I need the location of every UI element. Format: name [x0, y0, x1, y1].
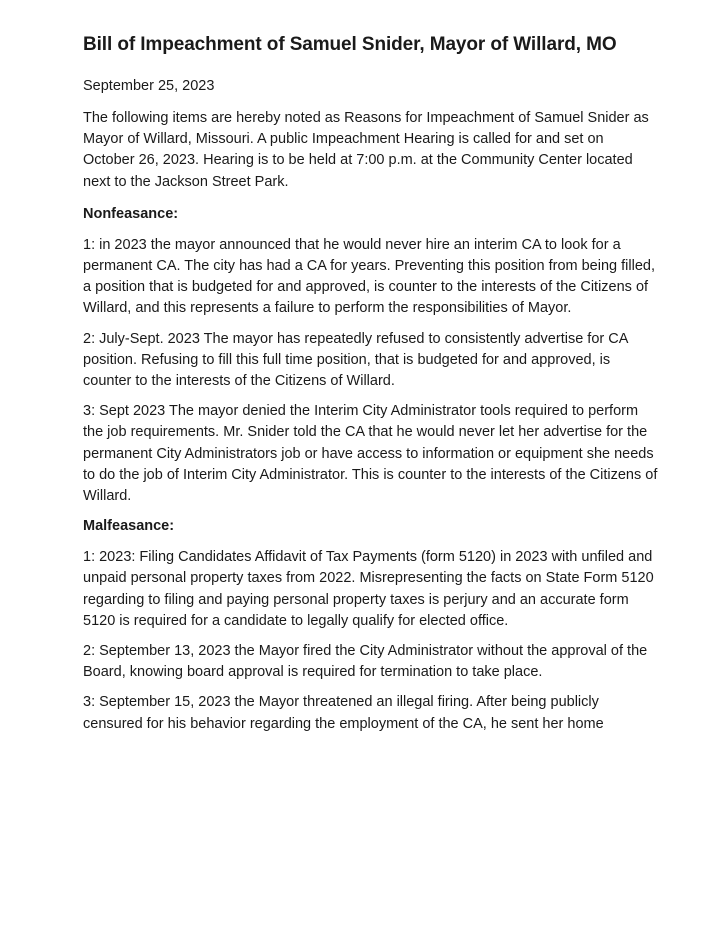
malfeasance-item-3: 3: September 15, 2023 the Mayor threatened an illegal firing. After being publicly censured for his behavior regarding the employment of the CA, he sent her home [83, 694, 604, 732]
malfeasance-heading: Malfeasance: [83, 518, 175, 535]
nonfeasance-item-2: 2: July-Sept. 2023 The mayor has repeatedly refused to consistently advertise for CA position. Refusing to fill this full time position, that is budgeted for and approved, is counter to the interests of the Citizens of Willard. [83, 330, 628, 390]
nonfeasance-item-3: 3: Sept 2023 The mayor denied the Interim City Administrator tools required to perform the job requirements. Mr. Snider told the CA that he would never let her advertise for the permanent City Administrators job or have access to information or equipment she needs to do the job of Interim City Administrator. This is counter to the interests of the Citizens of Willard. [83, 403, 658, 505]
nonfeasance-heading: Nonfeasance: [83, 205, 179, 222]
document-title: Bill of Impeachment of Samuel Snider, Mayor of Willard, MO [83, 34, 617, 55]
malfeasance-item-1: 1: 2023: Filing Candidates Affidavit of Tax Payments (form 5120) in 2023 with unfiled and unpaid personal property taxes from 2022. Misrepresenting the facts on State Form 5120 regarding to filing and paying personal property taxes is perjury and an accurate form 5120 is required for a candidate to legally qualify for elected office. [83, 549, 654, 629]
intro-paragraph: The following items are hereby noted as Reasons for Impeachment of Samuel Snider as Mayor of Willard, Missouri. A public Impeachment Hearing is called for and set on October 26, 2023. Hearing is to be held at 7:00 p.m. at the Community Center located next to the Jackson Street Park. [83, 110, 649, 190]
malfeasance-item-2: 2: September 13, 2023 the Mayor fired the City Administrator without the approval of the Board, knowing board approval is required for termination to take place. [83, 643, 648, 681]
document-page [83, 32, 658, 744]
document-date: September 25, 2023 [83, 78, 215, 94]
nonfeasance-item-1: 1: in 2023 the mayor announced that he would never hire an interim CA to look for a permanent CA. The city has had a CA for years. Preventing this position from being filled, a position that is budgeted for and approved, is counter to the interests of the Citizens of Willard, and this represents a failure to perform the responsibilities of Mayor. [83, 236, 655, 317]
